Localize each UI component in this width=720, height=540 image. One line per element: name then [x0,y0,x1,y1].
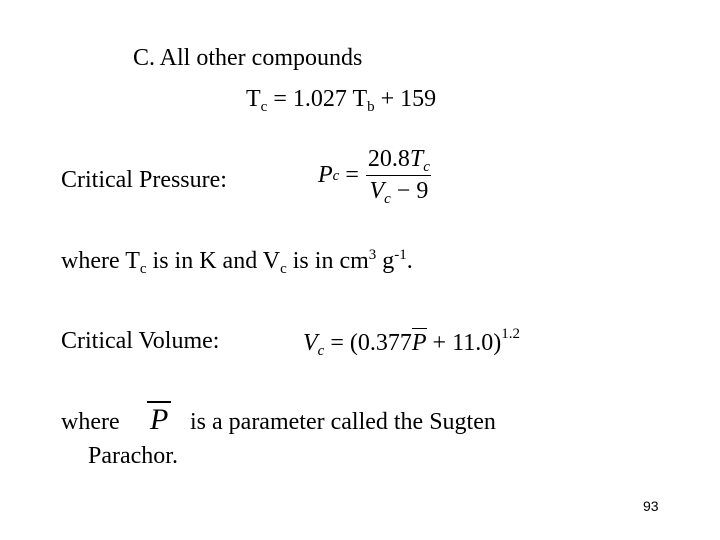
critical-pressure-label: Critical Pressure: [61,167,227,193]
vc-lhs: V [303,330,318,356]
where-e: . [406,248,413,274]
where-units-line [61,247,413,275]
pc-den-tail: − 9 [390,178,429,204]
where-b: is in K and V [146,248,281,274]
where-c-sup: 3 [368,247,377,263]
where-a: where T [61,248,140,274]
parachor-symbol [147,401,171,438]
parachor-where: where [61,409,120,435]
pc-denominator [366,175,431,205]
vc-tail: + 11.0) [426,330,502,356]
vc-lhs-sub: c [317,343,325,359]
pc-num-var: T [409,146,424,172]
where-a-sub: c [139,261,147,277]
tc-equation-sub-b: b [367,99,375,115]
critical-volume-label: Critical Volume: [61,328,220,354]
pc-lhs: P [318,162,333,188]
critical-pressure-formula: P c = $\frac{20.8T_c}{V_c - 9}$ [318,146,433,205]
critical-volume-formula [303,326,520,359]
pc-den-sub: c [384,191,391,207]
parachor-line2: Parachor. [88,443,178,469]
vc-parachor-symbol: P [411,330,427,356]
parachor-symbol-p: P [147,401,171,437]
tc-equation-tail: + 159 [374,86,437,112]
parachor-rest: is a parameter called the Sugten [190,409,496,435]
where-d-sup: -1 [394,247,407,263]
vc-exponent: 1.2 [501,326,520,342]
where-c: is in cm [286,248,369,274]
pc-fraction [365,146,433,205]
pc-den-var: V [369,178,385,204]
tc-equation-mid: = 1.027 T [267,86,368,112]
where-b-sub: c [280,261,287,277]
tc-equation-sub-c: c [260,99,268,115]
tc-equation [246,85,436,113]
heading: C. All other compounds [133,45,363,71]
pc-numerator [365,146,433,175]
where-d: g [376,248,395,274]
pc-num-coef: 20.8 [367,146,410,172]
tc-equation-t: T [246,86,261,112]
vc-eq: = (0.377 [324,330,412,356]
page-number: 93 [643,498,659,514]
pc-equals: = [345,162,359,188]
pc-num-sub: c [423,159,430,175]
